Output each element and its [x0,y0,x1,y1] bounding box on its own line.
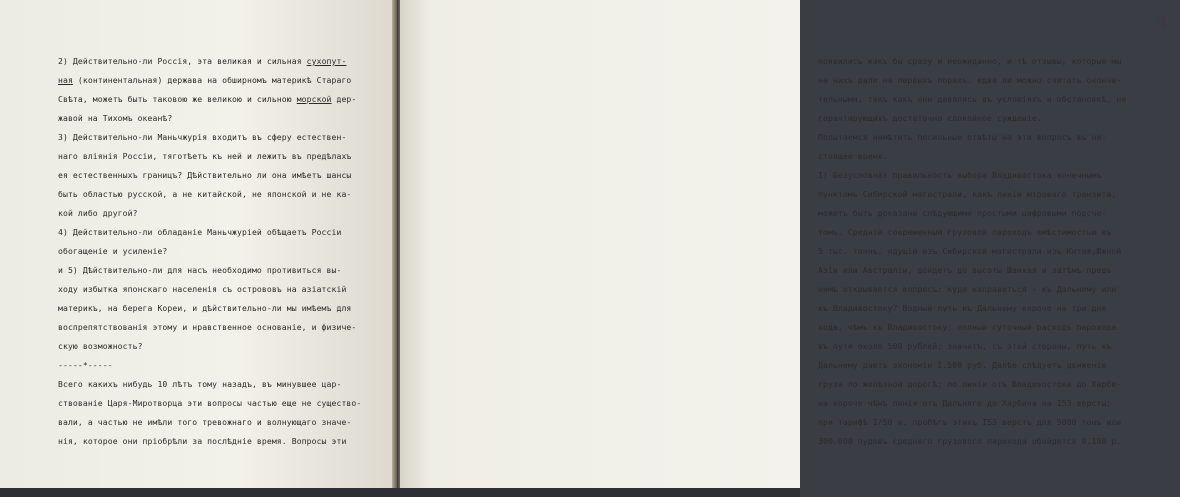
text-line [58,394,376,413]
page-bottom-edge [0,488,800,497]
text-segment: кой либо другой? [58,208,138,218]
text-segment: стоящее время. [818,151,888,161]
text-line [58,318,376,337]
text-segment: Дальнему даетъ экономіи I.500 руб. Далѣе слѣдуетъ движеніе [818,360,1107,370]
right-page-text [818,52,1180,451]
text-line [58,337,376,356]
text-segment: къ Владивостоку? Водный путь къ Дальнему короче на три дня [818,303,1107,313]
text-line [58,147,376,166]
text-segment: Азіи или Австраліи, дойдетъ до высоты Шанхая и затѣмъ предъ [818,265,1112,275]
text-line [58,299,376,318]
text-line [58,356,376,375]
text-segment: (континентальная) держава на обширномъ материкѣ Стараго [72,75,352,85]
text-segment: гарантирующихъ достаточно спокойное сужденіе. [818,113,1042,123]
text-line [818,318,1180,337]
text-line [818,166,1180,185]
text-line [58,90,376,109]
text-segment: на короче чѣмъ линія отъ Дальняго до Харбина на I53 версты; [818,398,1112,408]
text-segment: обогащеніе и усиленіе? [58,246,168,256]
text-line [58,128,376,147]
text-line [58,375,376,394]
text-segment: появились какъ бы сразу и неожиданно, и тѣ отзывы, которые мы [818,56,1122,66]
text-line [58,413,376,432]
left-page [0,0,394,497]
text-segment: нія, которое они пріобрѣли за послѣдніе время. Вопросы эти [58,436,347,446]
text-line [58,185,376,204]
text-segment: въ пути около 500 рублей; значитъ, съ этой стороны, путь къ [818,341,1112,351]
text-segment: скую возможность? [58,341,143,351]
right-page [400,0,1168,497]
text-segment: 5 тыс. тоннъ, идущій изъ Сибирской магистрали изъ Китая,Южной [818,246,1122,256]
text-line [818,337,1180,356]
text-line [58,166,376,185]
text-line [58,52,376,71]
text-segment: I) Безусловная правильность выбора Владивостока конечнымъ [818,170,1102,180]
text-segment: тельными, такъ какъ они давались въ условіяхъ и обстановкѣ, не [818,94,1127,104]
text-segment: -----*----- [58,360,113,370]
text-segment: томъ. Средній современный грузовой пароходъ вмѣстимостью въ [818,227,1112,237]
text-line [818,356,1180,375]
text-segment: пунктомъ Сибирской магистрали, какъ линіи міроваго транзита, [818,189,1117,199]
text-line [818,52,1180,71]
text-line [818,185,1180,204]
page-number: 4 [1158,13,1168,31]
text-line [818,223,1180,242]
underlined-text: ная [58,75,73,85]
text-line [818,261,1180,280]
text-segment: нимъ открывается вопросъ: куда направиться - къ Дальнему или [818,284,1117,294]
text-segment: груза по желѣзной дорогѣ; по линіи отъ Владивостока до Харби- [818,379,1122,389]
text-line [818,394,1180,413]
text-line [818,375,1180,394]
text-segment: наго вліянія Россіи, тяготѣетъ къ ней и лежитъ въ предѣлахъ [58,151,352,161]
text-segment: быть областью русской, а не китайской, не японской и не ка- [58,189,352,199]
underlined-text: морской [296,94,332,104]
text-line [818,432,1180,451]
text-line [818,204,1180,223]
text-line [58,109,376,128]
text-line [818,299,1180,318]
text-line [58,242,376,261]
text-segment: хода, чѣмъ къ Владивостоку; полный суточный расходъ парохода [818,322,1117,332]
text-segment: Свѣта, можетъ быть таковою же великою и сильною [58,94,297,104]
text-line [58,71,376,90]
text-line [818,109,1180,128]
text-segment: вали, а частью не имѣли того тревожнаго и волнующаго значе- [58,417,352,427]
text-segment: 4) Действительно-ли обладаніе Маньчжуріей обѣщаетъ Россіи [58,227,342,237]
text-segment: Всего какихъ нибудь 10 лѣтъ тому назадъ, въ минувшее цар- [58,379,342,389]
text-line [818,147,1180,166]
text-segment: воспрепятствованія этому и нравственное основаніе, и физиче- [58,322,357,332]
text-line [818,90,1180,109]
text-segment: ходу избытка японскаго населенія съ острововъ на азіатскій [58,284,347,294]
text-segment: 300.000 пудовъ средняго грузового парохода обойдется 9.180 р. [818,436,1122,446]
left-page-text [58,52,376,451]
text-line [818,71,1180,90]
text-segment: ея естественныхъ границъ? Дѣйствительно ли она имѣетъ шансы [58,170,352,180]
text-segment: можетъ быть доказана слѣдующими простыми цифровыми подсче- [818,208,1107,218]
text-line [818,242,1180,261]
text-line [818,128,1180,147]
text-line [58,261,376,280]
text-segment: на нихъ дали на первыхъ порахъ. едва ли можно считать оконча- [818,75,1122,85]
text-segment: при тарифѣ I/50 к. пробѣгъ этихъ I53 верстъ для 5000 тонъ или [818,417,1122,427]
text-segment: 2) Действительно-ли Россія, эта великая и сильная [58,56,307,66]
text-line [58,432,376,451]
text-line [818,280,1180,299]
text-line [58,223,376,242]
text-segment: дер- [331,94,357,104]
underlined-text: сухопут- [306,56,347,66]
text-line [58,280,376,299]
text-line [818,413,1180,432]
text-segment: и 5) Дѣйствительно-ли для насъ необходимо противиться вы- [58,265,342,275]
text-segment: 3) Действительно-ли Маньчжурія входитъ въ сферу естествен- [58,132,347,142]
text-line [58,204,376,223]
text-segment: материкъ, на берега Кореи, и дѣйствительно-ли мы имѣемъ для [58,303,352,313]
text-segment: Попытаемся намѣтить посильные отвѣты на эти вопросъ въ на- [818,132,1107,142]
text-segment: жавой на Тихомъ океанѣ? [58,113,173,123]
text-segment: ствованіе Царя-Миротворца эти вопросы частью еще не существо- [58,398,362,408]
